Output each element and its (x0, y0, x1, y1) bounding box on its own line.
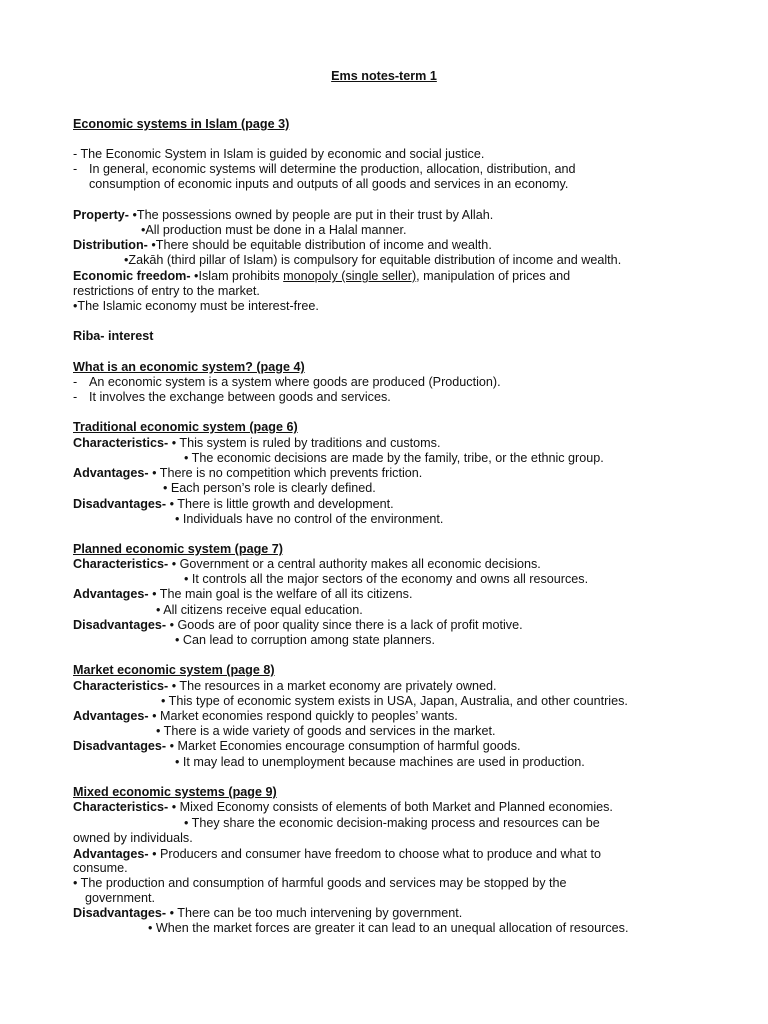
mixed-adv-1: • Producers and consumer have freedom to choose what to produce and what to (148, 847, 602, 861)
distribution-row (73, 238, 492, 253)
planned-adv-2: • All citizens receive equal education. (156, 603, 363, 617)
advantages-label: Advantages- (73, 709, 149, 723)
advantages-label: Advantages- (73, 466, 149, 480)
property-row (73, 208, 493, 223)
traditional-char-row (73, 436, 440, 451)
freedom-row (73, 269, 570, 284)
mixed-adv-3: • The production and consumption of harmful goods and services may be stopped by the (73, 876, 567, 890)
characteristics-label: Characteristics- (73, 679, 169, 693)
freedom-label: Economic freedom- (73, 269, 191, 283)
planned-dis-2: • Can lead to corruption among state planners. (175, 633, 435, 647)
monopoly-term: monopoly (single seller) (283, 269, 417, 283)
islam-intro-line-1: - The Economic System in Islam is guided by economic and social justice. (73, 147, 485, 161)
distribution-point-1: •There should be equitable distribution of income and wealth. (147, 238, 492, 252)
section-heading-what-is: What is an economic system? (page 4) (73, 360, 305, 374)
planned-char-1: • Government or a central authority makes all economic decisions. (168, 557, 541, 571)
mixed-adv-4: government. (85, 891, 156, 905)
market-adv-2: • There is a wide variety of goods and services in the market. (156, 724, 496, 738)
mixed-char-row (73, 800, 613, 815)
disadvantages-label: Disadvantages- (73, 618, 167, 632)
dash-marker: - (73, 162, 78, 176)
freedom-point-3: •The Islamic economy must be interest-free. (73, 299, 319, 313)
property-label: Property- (73, 208, 129, 222)
freedom-point-1c: , manipulation of prices and (416, 269, 571, 283)
market-dis-row (73, 739, 521, 754)
traditional-adv-1: • There is no competition which prevents friction. (148, 466, 423, 480)
what-is-text-2: It involves the exchange between goods and services. (89, 390, 391, 404)
traditional-dis-1: • There is little growth and development. (166, 497, 394, 511)
mixed-char-2: • They share the economic decision-making process and resources can be (184, 816, 600, 830)
section-heading-traditional: Traditional economic system (page 6) (73, 420, 298, 434)
disadvantages-label: Disadvantages- (73, 739, 167, 753)
planned-dis-row (73, 618, 523, 633)
mixed-adv-row (73, 847, 601, 862)
mixed-char-3: owned by individuals. (73, 831, 193, 845)
what-is-item-1 (73, 375, 501, 390)
planned-char-2: • It controls all the major sectors of the economy and owns all resources. (184, 572, 589, 586)
planned-adv-row (73, 587, 412, 602)
planned-adv-1: • The main goal is the welfare of all its citizens. (148, 587, 413, 601)
property-point-2: •All production must be done in a Halal manner. (141, 223, 407, 237)
traditional-char-1: • This system is ruled by traditions and customs. (168, 436, 441, 450)
traditional-adv-2: • Each person’s role is clearly defined. (163, 481, 376, 495)
planned-dis-1: • Goods are of poor quality since there is a lack of profit motive. (166, 618, 523, 632)
mixed-char-1: • Mixed Economy consists of elements of both Market and Planned economies. (168, 800, 613, 814)
traditional-adv-row (73, 466, 422, 481)
riba-definition: Riba- interest (73, 329, 154, 343)
property-point-1: •The possessions owned by people are put in their trust by Allah. (128, 208, 494, 222)
planned-char-row (73, 557, 541, 572)
market-dis-1: • Market Economies encourage consumption of harmful goods. (166, 739, 521, 753)
what-is-item-2 (73, 390, 391, 405)
traditional-dis-2: • Individuals have no control of the environment. (175, 512, 444, 526)
section-heading-mixed: Mixed economic systems (page 9) (73, 785, 277, 799)
market-adv-row (73, 709, 458, 724)
islam-intro-item (73, 162, 576, 177)
characteristics-label: Characteristics- (73, 800, 169, 814)
islam-intro-line-2: In general, economic systems will determine the production, allocation, distribution, and (89, 162, 576, 176)
market-dis-2: • It may lead to unemployment because machines are used in production. (175, 755, 585, 769)
mixed-dis-2: • When the market forces are greater it can lead to an unequal allocation of resources. (148, 921, 629, 935)
section-heading-market: Market economic system (page 8) (73, 663, 275, 677)
advantages-label: Advantages- (73, 847, 149, 861)
freedom-point-2: restrictions of entry to the market. (73, 284, 260, 298)
characteristics-label: Characteristics- (73, 436, 169, 450)
mixed-adv-2: consume. (73, 861, 128, 875)
section-heading-planned: Planned economic system (page 7) (73, 542, 283, 556)
traditional-char-2: • The economic decisions are made by the family, tribe, or the ethnic group. (184, 451, 604, 465)
dash-marker: - (73, 390, 78, 404)
dash-marker: - (73, 375, 78, 389)
freedom-point-1a: •Islam prohibits (190, 269, 284, 283)
market-char-row (73, 679, 496, 694)
market-char-1: • The resources in a market economy are privately owned. (168, 679, 497, 693)
market-adv-1: • Market economies respond quickly to peoples’ wants. (148, 709, 458, 723)
mixed-dis-row (73, 906, 462, 921)
advantages-label: Advantages- (73, 587, 149, 601)
characteristics-label: Characteristics- (73, 557, 169, 571)
disadvantages-label: Disadvantages- (73, 497, 167, 511)
distribution-label: Distribution- (73, 238, 148, 252)
distribution-point-2: •Zakāh (third pillar of Islam) is compulsory for equitable distribution of income and wealth. (124, 253, 622, 267)
mixed-dis-1: • There can be too much intervening by government. (166, 906, 463, 920)
what-is-text-1: An economic system is a system where goods are produced (Production). (89, 375, 501, 389)
market-char-2: • This type of economic system exists in USA, Japan, Australia, and other countries. (161, 694, 628, 708)
islam-intro-line-3: consumption of economic inputs and outputs of all goods and services in an economy. (89, 177, 569, 191)
disadvantages-label: Disadvantages- (73, 906, 167, 920)
section-heading-islam: Economic systems in Islam (page 3) (73, 117, 290, 131)
traditional-dis-row (73, 497, 394, 512)
document-title: Ems notes-term 1 (331, 69, 437, 83)
